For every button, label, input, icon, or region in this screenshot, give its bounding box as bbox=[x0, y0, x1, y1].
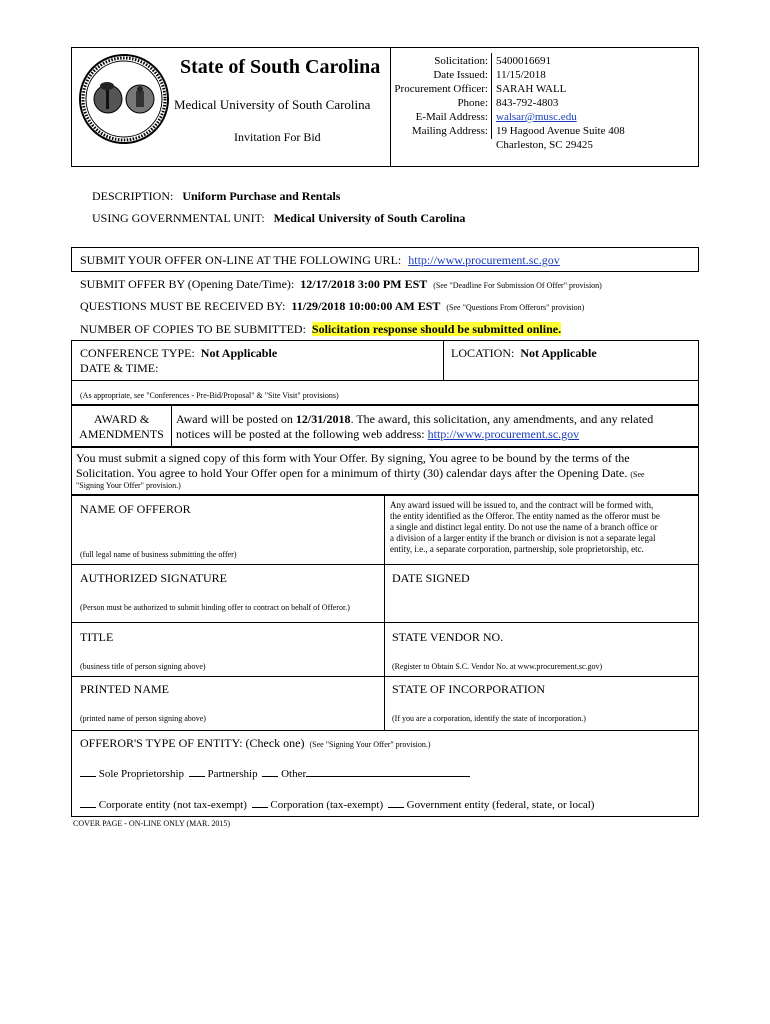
award-text bbox=[176, 412, 653, 442]
signature-note: (Person must be authorized to submit binding offer to contract on behalf of Offeror.) bbox=[80, 603, 350, 612]
email-link[interactable]: walsar@musc.edu bbox=[496, 111, 577, 123]
award-note-line: a single and distinct legal entity. Do not use the name of a branch office or bbox=[390, 522, 658, 532]
entity-row-1 bbox=[80, 767, 470, 781]
submit-by-row bbox=[80, 277, 602, 292]
fields-divider-h3 bbox=[71, 676, 699, 677]
award-label bbox=[72, 412, 171, 442]
sole-proprietorship-label: Sole Proprietorship bbox=[98, 768, 184, 780]
submit-by-note: (See "Deadline For Submission Of Offer" provision) bbox=[433, 281, 602, 290]
agreement-note-b: "Signing Your Offer" provision.) bbox=[76, 481, 181, 490]
title-note: (business title of person signing above) bbox=[80, 662, 206, 671]
title-label: TITLE bbox=[80, 630, 114, 644]
submit-by-value: 12/17/2018 3:00 PM EST bbox=[300, 277, 428, 291]
vendor-number-note: (Register to Obtain S.C. Vendor No. at www.procurement.sc.gov) bbox=[392, 662, 603, 671]
unit-label: USING GOVERNMENTAL UNIT: bbox=[92, 211, 265, 225]
award-text-1a: Award will be posted on bbox=[176, 412, 296, 426]
conference-divider-v bbox=[443, 340, 444, 381]
tax-exempt-corporation-checkbox[interactable] bbox=[252, 807, 268, 808]
header-labels bbox=[392, 54, 488, 138]
header-divider bbox=[390, 47, 391, 167]
state-title: State of South Carolina bbox=[180, 56, 381, 78]
other-checkbox[interactable] bbox=[262, 776, 278, 777]
label-phone: Phone: bbox=[457, 97, 488, 109]
conference-type bbox=[80, 346, 277, 361]
partnership-checkbox[interactable] bbox=[189, 776, 205, 777]
award-label-1: AWARD & bbox=[93, 412, 150, 426]
government-entity-checkbox[interactable] bbox=[388, 807, 404, 808]
description-value: Uniform Purchase and Rentals bbox=[182, 189, 341, 203]
award-note-line: entity, i.e., a separate corporation, partnership, sole proprietorship, etc. bbox=[390, 544, 644, 554]
entity-row-2 bbox=[80, 798, 594, 812]
award-label-2: AMENDMENTS bbox=[79, 427, 164, 441]
conference-location bbox=[451, 346, 597, 361]
agreement-text bbox=[76, 451, 645, 491]
conference-note: (As appropriate, see "Conferences - Pre-Bid/Proposal" & "Site Visit" provisions) bbox=[80, 391, 339, 400]
agreement-note-a: (See bbox=[630, 470, 645, 479]
award-note-line: Any award issued will be issued to, and the contract will be formed with, bbox=[390, 500, 654, 510]
award-date: 12/31/2018 bbox=[295, 412, 351, 426]
copies-row bbox=[80, 322, 561, 337]
agency-name: Medical University of South Carolina bbox=[174, 97, 371, 112]
date-signed-field[interactable] bbox=[390, 586, 690, 616]
government-entity-label: Government entity (federal, state, or local) bbox=[406, 799, 595, 811]
sole-proprietorship-checkbox[interactable] bbox=[80, 776, 96, 777]
label-date-issued: Date Issued: bbox=[433, 69, 488, 81]
other-input[interactable] bbox=[306, 776, 470, 777]
copies-label: NUMBER OF COPIES TO BE SUBMITTED: bbox=[80, 322, 306, 336]
signature-label: AUTHORIZED SIGNATURE bbox=[80, 571, 227, 585]
offeror-name-label: NAME OF OFFEROR bbox=[80, 502, 191, 516]
phone-number: 843-792-4803 bbox=[496, 97, 559, 109]
award-note-line: a division of a larger entity if the branch or division is not a separate legal bbox=[390, 533, 656, 543]
header-values-divider bbox=[491, 53, 492, 139]
description-row bbox=[92, 189, 340, 204]
address-line-2: Charleston, SC 29425 bbox=[496, 139, 593, 151]
signature-field[interactable] bbox=[78, 586, 378, 604]
footer-text: COVER PAGE - ON-LINE ONLY (MAR. 2015) bbox=[73, 819, 231, 828]
submit-url-label: SUBMIT YOUR OFFER ON-LINE AT THE FOLLOWING URL: bbox=[80, 253, 402, 267]
printed-name-field[interactable] bbox=[78, 697, 378, 713]
state-seal-logo bbox=[78, 53, 170, 145]
label-address: Mailing Address: bbox=[411, 125, 488, 137]
corporate-entity-checkbox[interactable] bbox=[80, 807, 96, 808]
questions-row bbox=[80, 299, 584, 314]
unit-value: Medical University of South Carolina bbox=[273, 211, 466, 225]
other-label: Other bbox=[281, 768, 307, 780]
incorporation-label: STATE OF INCORPORATION bbox=[392, 682, 546, 696]
conference-divider-h bbox=[71, 380, 699, 381]
date-issued: 11/15/2018 bbox=[496, 69, 546, 81]
incorporation-field[interactable] bbox=[390, 697, 690, 713]
entity-type-note: (See "Signing Your Offer" provision.) bbox=[309, 740, 431, 749]
label-officer: Procurement Officer: bbox=[394, 83, 488, 95]
label-email: E-Mail Address: bbox=[415, 111, 488, 123]
printed-name-note: (printed name of person signing above) bbox=[80, 714, 206, 723]
description-label: DESCRIPTION: bbox=[92, 189, 174, 203]
address-line-1: 19 Hagood Avenue Suite 408 bbox=[496, 125, 625, 137]
offeror-name-field[interactable] bbox=[78, 518, 378, 546]
label-solicitation: Solicitation: bbox=[434, 55, 488, 67]
questions-value: 11/29/2018 10:00:00 AM EST bbox=[291, 299, 441, 313]
offeror-name-note: (full legal name of business submitting the offer) bbox=[80, 550, 237, 559]
title-field[interactable] bbox=[78, 645, 378, 661]
agreement-line-2: Solicitation. You agree to hold Your Offer open for a minimum of thirty (30) calendar days after the Opening Date. bbox=[76, 466, 628, 480]
fields-divider-h1 bbox=[71, 564, 699, 565]
location-value: Not Applicable bbox=[520, 346, 597, 360]
vendor-number-label: STATE VENDOR NO. bbox=[392, 630, 504, 644]
entity-type-label: OFFEROR'S TYPE OF ENTITY: (Check one) bbox=[80, 736, 305, 750]
solicitation-number: 5400016691 bbox=[496, 55, 551, 67]
conference-type-label: CONFERENCE TYPE: bbox=[80, 346, 195, 360]
conference-date-label: DATE & TIME: bbox=[80, 361, 159, 375]
fields-divider-h4 bbox=[71, 730, 699, 731]
date-signed-label: DATE SIGNED bbox=[392, 571, 470, 585]
entity-type-heading bbox=[80, 736, 431, 751]
award-text-1b: . The award, this solicitation, any amendments, and any related bbox=[350, 412, 654, 426]
award-text-2: notices will be posted at the following web address: bbox=[176, 427, 428, 441]
location-label: LOCATION: bbox=[451, 346, 515, 360]
award-entity-note bbox=[390, 500, 660, 555]
tax-exempt-corporation-label: Corporation (tax-exempt) bbox=[270, 799, 384, 811]
header-values bbox=[496, 54, 625, 152]
printed-name-label: PRINTED NAME bbox=[80, 682, 169, 696]
corporate-entity-label: Corporate entity (not tax-exempt) bbox=[98, 799, 247, 811]
award-divider bbox=[171, 405, 172, 447]
conference-type-value: Not Applicable bbox=[200, 346, 278, 360]
submit-url-link[interactable]: http://www.procurement.sc.gov bbox=[408, 253, 560, 267]
award-note-line: the entity identified as the Offeror. The entity named as the offeror must be bbox=[390, 511, 660, 521]
fields-divider-h2 bbox=[71, 622, 699, 623]
questions-note: (See "Questions From Offerors" provision) bbox=[446, 303, 585, 312]
copies-value: Solicitation response should be submitted online. bbox=[311, 322, 562, 336]
questions-label: QUESTIONS MUST BE RECEIVED BY: bbox=[80, 299, 286, 313]
fields-divider-v bbox=[384, 495, 385, 731]
submit-url-row bbox=[80, 253, 560, 268]
agreement-line-1: You must submit a signed copy of this form with Your Offer. By signing, You agree to be bound by the terms of the bbox=[76, 451, 630, 465]
submit-by-label: SUBMIT OFFER BY (Opening Date/Time): bbox=[80, 277, 295, 291]
unit-row bbox=[92, 211, 465, 226]
procurement-officer: SARAH WALL bbox=[496, 83, 567, 95]
doc-type: Invitation For Bid bbox=[234, 130, 321, 144]
partnership-label: Partnership bbox=[207, 768, 258, 780]
vendor-number-field[interactable] bbox=[390, 645, 690, 661]
incorporation-note: (If you are a corporation, identify the state of incorporation.) bbox=[392, 714, 586, 723]
award-url-link[interactable]: http://www.procurement.sc.gov bbox=[427, 427, 580, 441]
